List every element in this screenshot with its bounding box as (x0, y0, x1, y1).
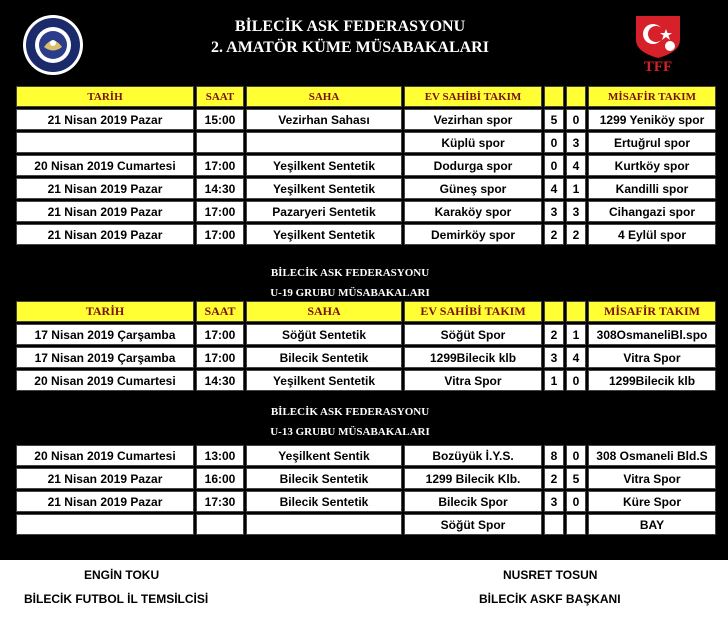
away-score: 0 (566, 491, 586, 512)
home-team: Vezirhan spor (404, 109, 542, 130)
federation-title: BİLECİK ASK FEDERASYONU (234, 18, 466, 35)
match-date (16, 132, 194, 153)
col-home-score-header (544, 86, 564, 107)
away-score: 1 (566, 324, 586, 345)
fixture-row (16, 347, 716, 368)
match-date: 20 Nisan 2019 Cumartesi (16, 155, 194, 176)
fixture-row (16, 178, 716, 199)
home-score: 2 (544, 224, 564, 245)
away-team: 4 Eylül spor (588, 224, 716, 245)
home-team: 1299 Bilecik Klb. (404, 468, 542, 489)
match-venue: Bilecik Sentetik (246, 347, 402, 368)
away-score (566, 514, 586, 535)
match-date: 17 Nisan 2019 Çarşamba (16, 324, 194, 345)
away-team: Ertuğrul spor (588, 132, 716, 153)
col-date-header: TARİH (16, 86, 194, 107)
match-venue: Yeşilkent Sentetik (246, 224, 402, 245)
fixture-row (16, 201, 716, 222)
home-score: 0 (544, 132, 564, 153)
match-date: 20 Nisan 2019 Cumartesi (16, 370, 194, 391)
match-time: 15:00 (196, 109, 244, 130)
match-venue: Yeşilkent Sentetik (246, 370, 402, 391)
away-score: 5 (566, 468, 586, 489)
fixture-row (16, 468, 716, 489)
fixture-row (16, 445, 716, 466)
fixture-row (16, 224, 716, 245)
match-date: 21 Nisan 2019 Pazar (16, 491, 194, 512)
club-crest-logo (22, 14, 84, 76)
match-venue: Yeşilkent Sentik (246, 445, 402, 466)
away-score: 3 (566, 132, 586, 153)
home-team: Karaköy spor (404, 201, 542, 222)
fixture-row (16, 370, 716, 391)
u19-fixtures-table (14, 299, 718, 393)
match-time (196, 132, 244, 153)
match-date: 20 Nisan 2019 Cumartesi (16, 445, 194, 466)
col-date-header: TARİH (16, 301, 194, 322)
away-score: 1 (566, 178, 586, 199)
match-time (196, 514, 244, 535)
table-header-row (16, 86, 716, 107)
fixture-row (16, 324, 716, 345)
col-away-header: MİSAFİR TAKIM (588, 86, 716, 107)
main-title-block (180, 16, 520, 58)
away-team: 308 Osmaneli Bld.S (588, 445, 716, 466)
match-date (16, 514, 194, 535)
fixture-row (16, 514, 716, 535)
match-time: 13:00 (196, 445, 244, 466)
fixture-row (16, 132, 716, 153)
away-team: 1299Bilecik klb (588, 370, 716, 391)
col-away-score-header (566, 301, 586, 322)
away-score: 0 (566, 445, 586, 466)
tff-label: TFF (643, 59, 673, 75)
home-team: Vitra Spor (404, 370, 542, 391)
match-venue: Yeşilkent Sentetik (246, 178, 402, 199)
home-score: 1 (544, 370, 564, 391)
away-score: 2 (566, 224, 586, 245)
home-team: Söğüt Spor (404, 324, 542, 345)
home-team: 1299Bilecik klb (404, 347, 542, 368)
col-home-header: EV SAHİBİ TAKIM (404, 301, 542, 322)
match-venue: Yeşilkent Sentetik (246, 155, 402, 176)
match-time: 14:30 (196, 178, 244, 199)
u13-fixtures-table (14, 443, 718, 537)
match-venue (246, 132, 402, 153)
match-time: 14:30 (196, 370, 244, 391)
home-score (544, 514, 564, 535)
away-team: Vitra Spor (588, 347, 716, 368)
u13-title-block (180, 402, 520, 442)
match-date: 21 Nisan 2019 Pazar (16, 201, 194, 222)
match-date: 21 Nisan 2019 Pazar (16, 224, 194, 245)
match-venue: Vezirhan Sahası (246, 109, 402, 130)
col-time-header: SAAT (196, 86, 244, 107)
away-score: 4 (566, 347, 586, 368)
home-score: 5 (544, 109, 564, 130)
col-venue-header: SAHA (246, 301, 402, 322)
home-score: 3 (544, 347, 564, 368)
col-venue-header: SAHA (246, 86, 402, 107)
u19-federation-title: BİLECİK ASK FEDERASYONU (270, 267, 430, 279)
col-home-score-header (544, 301, 564, 322)
home-team: Güneş spor (404, 178, 542, 199)
left-signatory-name: ENGİN TOKU (84, 568, 160, 582)
away-team: Kandilli spor (588, 178, 716, 199)
away-team: 1299 Yeniköy spor (588, 109, 716, 130)
home-team: Dodurga spor (404, 155, 542, 176)
home-team: Bozüyük İ.Y.S. (404, 445, 542, 466)
col-away-header: MİSAFİR TAKIM (588, 301, 716, 322)
home-score: 0 (544, 155, 564, 176)
match-venue: Pazaryeri Sentetik (246, 201, 402, 222)
fixture-row (16, 109, 716, 130)
match-date: 21 Nisan 2019 Pazar (16, 468, 194, 489)
right-signatory-name: NUSRET TOSUN (503, 568, 598, 582)
home-team: Söğüt Spor (404, 514, 542, 535)
home-score: 8 (544, 445, 564, 466)
home-score: 3 (544, 201, 564, 222)
away-team: Kurtköy spor (588, 155, 716, 176)
away-team: 308OsmaneliBl.spo (588, 324, 716, 345)
away-score: 0 (566, 370, 586, 391)
amator-fixtures-table (14, 84, 718, 247)
match-time: 17:00 (196, 347, 244, 368)
home-team: Küplü spor (404, 132, 542, 153)
match-time: 17:00 (196, 324, 244, 345)
tff-emblem-icon (628, 12, 688, 60)
match-date: 17 Nisan 2019 Çarşamba (16, 347, 194, 368)
away-team: Küre Spor (588, 491, 716, 512)
home-team: Bilecik Spor (404, 491, 542, 512)
u19-competition-title: U-19 GRUBU MÜSABAKALARI (270, 287, 430, 299)
away-team: Vitra Spor (588, 468, 716, 489)
match-date: 21 Nisan 2019 Pazar (16, 178, 194, 199)
right-signatory-title: BİLECİK ASKF BAŞKANI (479, 592, 621, 606)
match-venue: Bilecik Sentetik (246, 468, 402, 489)
fixture-row (16, 155, 716, 176)
u13-competition-title: U-13 GRUBU MÜSABAKALARI (270, 426, 430, 438)
match-time: 17:00 (196, 224, 244, 245)
tff-logo (628, 12, 688, 76)
home-team: Demirköy spor (404, 224, 542, 245)
match-venue: Bilecik Sentetik (246, 491, 402, 512)
col-time-header: SAAT (196, 301, 244, 322)
away-score: 4 (566, 155, 586, 176)
competition-title: 2. AMATÖR KÜME MÜSABAKALARI (211, 39, 489, 56)
home-score: 4 (544, 178, 564, 199)
home-score: 3 (544, 491, 564, 512)
match-date: 21 Nisan 2019 Pazar (16, 109, 194, 130)
col-away-score-header (566, 86, 586, 107)
col-home-header: EV SAHİBİ TAKIM (404, 86, 542, 107)
away-score: 3 (566, 201, 586, 222)
match-venue (246, 514, 402, 535)
left-signatory-title: BİLECİK FUTBOL İL TEMSİLCİSİ (24, 592, 209, 606)
home-score: 2 (544, 468, 564, 489)
match-time: 17:30 (196, 491, 244, 512)
fixture-row (16, 491, 716, 512)
table-header-row (16, 301, 716, 322)
match-time: 17:00 (196, 155, 244, 176)
u19-title-block (180, 263, 520, 303)
away-team: BAY (588, 514, 716, 535)
u13-federation-title: BİLECİK ASK FEDERASYONU (270, 406, 430, 418)
home-score: 2 (544, 324, 564, 345)
away-team: Cihangazi spor (588, 201, 716, 222)
match-venue: Söğüt Sentetik (246, 324, 402, 345)
match-time: 17:00 (196, 201, 244, 222)
away-score: 0 (566, 109, 586, 130)
match-time: 16:00 (196, 468, 244, 489)
